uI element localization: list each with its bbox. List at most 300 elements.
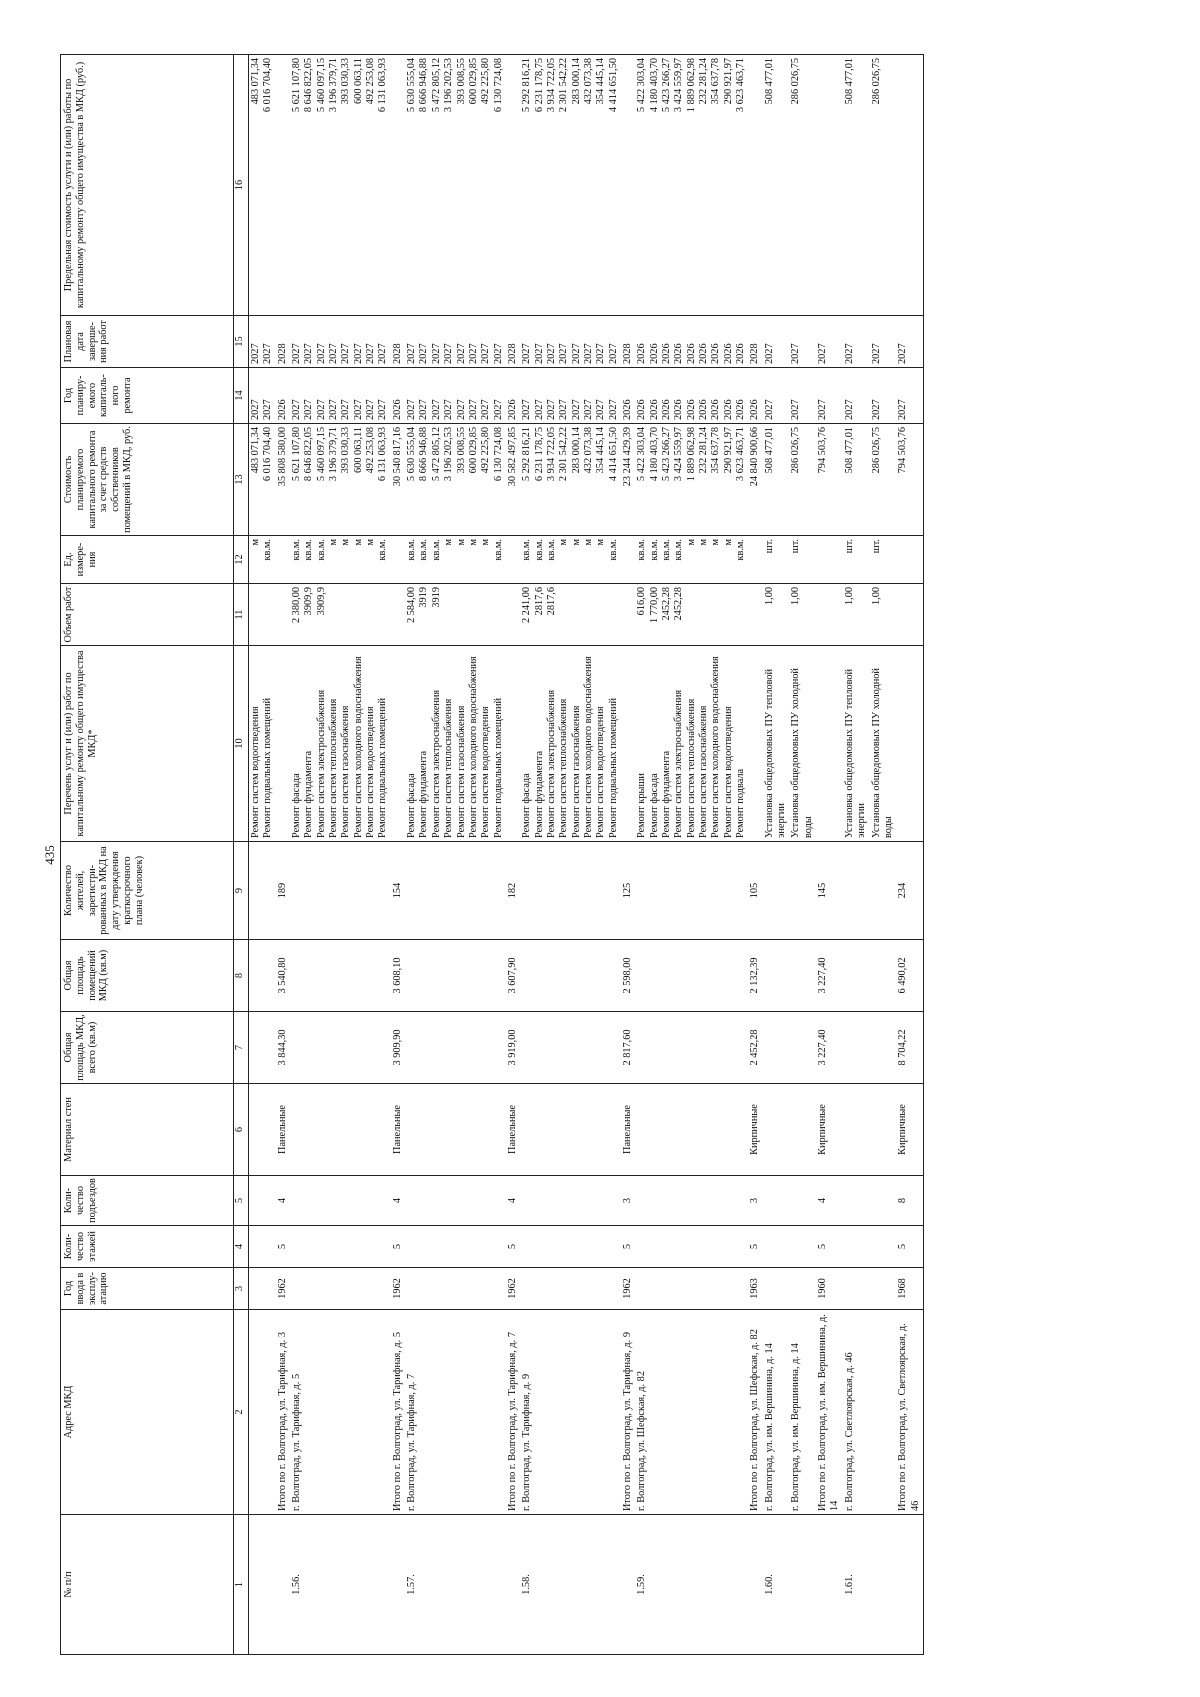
work-volume-cell bbox=[843, 584, 870, 646]
planned-date: 2028 bbox=[749, 343, 761, 364]
repair-year-cell bbox=[896, 368, 923, 424]
limit-cost-cell bbox=[816, 55, 843, 316]
address-cell: Итого по г. Волгоград, ул. Тарифная, д. 7 bbox=[506, 1310, 520, 1515]
repair-year: 2027 bbox=[558, 399, 570, 420]
work-volume bbox=[571, 587, 583, 642]
work-volume: 3919 bbox=[418, 587, 430, 608]
work-volume-cell bbox=[249, 584, 276, 646]
commission-year-cell: 1962 bbox=[276, 1268, 290, 1310]
limit-cost-cell bbox=[276, 55, 290, 316]
page-number: 435 bbox=[42, 845, 57, 865]
work-volume bbox=[817, 587, 829, 642]
work-volume: 1,00 bbox=[763, 587, 775, 606]
limit-cost: 2 301 542,22 bbox=[558, 58, 570, 113]
repair-cost: 508 477,01 bbox=[843, 427, 855, 474]
row-number-cell bbox=[391, 1515, 405, 1655]
repair-year-cell bbox=[870, 368, 897, 424]
unit-cell bbox=[276, 536, 290, 584]
planned-date: 2027 bbox=[291, 343, 303, 364]
repair-year-cell bbox=[276, 368, 290, 424]
limit-cost-cell bbox=[249, 55, 276, 316]
column-header: Объем работ bbox=[61, 584, 234, 646]
repair-year: 2027 bbox=[467, 399, 479, 420]
repair-cost: 35 808 580,00 bbox=[276, 427, 288, 487]
limit-cost-cell bbox=[290, 55, 391, 316]
planned-date: 2027 bbox=[455, 343, 467, 364]
unit bbox=[749, 539, 761, 580]
row-number-cell bbox=[870, 1515, 897, 1655]
work-volume-cell bbox=[520, 584, 621, 646]
repair-cost: 3 424 559,97 bbox=[673, 427, 685, 482]
planned-date: 2027 bbox=[492, 343, 504, 364]
planned-date: 2027 bbox=[406, 343, 418, 364]
repair-cost-cell bbox=[763, 424, 790, 536]
planned-date: 2026 bbox=[735, 343, 747, 364]
work-list: Ремонт систем водоотведения bbox=[595, 706, 607, 838]
unit: м bbox=[710, 539, 722, 546]
unit-cell bbox=[506, 536, 520, 584]
work-volume: 1 770,00 bbox=[648, 587, 660, 624]
floors-count-cell bbox=[405, 1226, 506, 1268]
work-volume: 2817,6 bbox=[545, 587, 557, 616]
repair-cost: 508 477,01 bbox=[763, 427, 775, 474]
unit: кв.м. bbox=[377, 539, 389, 561]
row-number-cell: 1.59. bbox=[635, 1515, 748, 1655]
column-number: 4 bbox=[234, 1226, 249, 1268]
repair-cost: 4 414 651,50 bbox=[607, 427, 619, 482]
unit: м bbox=[340, 539, 352, 546]
unit: кв.м. bbox=[418, 539, 430, 561]
column-header: № п/п bbox=[61, 1515, 234, 1655]
repair-cost: 24 840 900,66 bbox=[749, 427, 761, 487]
work-list: Ремонт систем теплоснабжения bbox=[558, 698, 570, 838]
work-volume: 3909,9 bbox=[303, 587, 315, 616]
repair-cost-cell bbox=[249, 424, 276, 536]
wall-material-cell bbox=[789, 1084, 816, 1176]
column-header: Количество жителей, зарегистри-рованных в МКД на дату утверждения краткосрочного плана (человек) bbox=[61, 842, 234, 940]
repair-year-cell bbox=[506, 368, 520, 424]
repair-year-cell bbox=[520, 368, 621, 424]
limit-cost: 6 130 724,08 bbox=[492, 58, 504, 113]
floors-count-cell: 5 bbox=[391, 1226, 405, 1268]
address-cell: г. Волгоград, ул. Тарифная, д. 9 bbox=[520, 1310, 621, 1515]
work-list-cell bbox=[405, 646, 506, 842]
unit: м bbox=[455, 539, 467, 546]
unit-cell bbox=[621, 536, 635, 584]
planned-date: 2027 bbox=[377, 343, 389, 364]
repair-cost: 6 231 178,75 bbox=[533, 427, 545, 482]
repair-cost: 3 196 379,71 bbox=[328, 427, 340, 482]
repair-year: 2027 bbox=[340, 399, 352, 420]
work-volume: 2 241,00 bbox=[521, 587, 533, 624]
planned-date-cell bbox=[816, 316, 843, 368]
limit-cost-cell bbox=[520, 55, 621, 316]
unit bbox=[622, 539, 634, 580]
unit: кв.м. bbox=[430, 539, 442, 561]
repair-year: 2027 bbox=[443, 399, 455, 420]
table-row bbox=[276, 55, 290, 1655]
premises-area-cell bbox=[520, 940, 621, 1012]
limit-cost: 600 029,85 bbox=[467, 58, 479, 105]
total-area-cell bbox=[290, 1012, 391, 1084]
table-row bbox=[763, 55, 790, 1655]
column-header: Перечень услуг и (или) работ по капитальному ремонту общего имущества МКД* bbox=[61, 646, 234, 842]
unit-cell bbox=[290, 536, 391, 584]
limit-cost: 5 422 303,04 bbox=[636, 58, 648, 113]
repair-cost: 290 921,97 bbox=[722, 427, 734, 474]
work-list: Ремонт фасада bbox=[648, 773, 660, 838]
repair-cost: 6 016 704,40 bbox=[262, 427, 274, 482]
repair-year: 2026 bbox=[710, 399, 722, 420]
work-list: Ремонт систем электроснабжения bbox=[430, 689, 442, 838]
repair-year-cell bbox=[816, 368, 843, 424]
limit-cost: 4 414 651,50 bbox=[607, 58, 619, 113]
planned-date: 2026 bbox=[673, 343, 685, 364]
repair-cost: 1 889 062,98 bbox=[685, 427, 697, 482]
limit-cost-cell bbox=[506, 55, 520, 316]
planned-date: 2026 bbox=[710, 343, 722, 364]
unit: м bbox=[443, 539, 455, 546]
premises-area-cell bbox=[789, 940, 816, 1012]
limit-cost: 5 472 805,12 bbox=[430, 58, 442, 113]
repair-year-cell bbox=[763, 368, 790, 424]
unit-cell bbox=[789, 536, 816, 584]
repair-cost: 3 196 202,53 bbox=[443, 427, 455, 482]
work-volume bbox=[262, 587, 274, 642]
planned-date: 2028 bbox=[506, 343, 518, 364]
address-cell: Итого по г. Волгоград, ул. Шефская, д. 82 bbox=[748, 1310, 762, 1515]
work-list: Ремонт систем теплоснабжения bbox=[443, 698, 455, 838]
planned-date: 2027 bbox=[352, 343, 364, 364]
repair-year: 2026 bbox=[661, 399, 672, 420]
repair-cost: 232 281,24 bbox=[698, 427, 710, 474]
work-list: Ремонт фундамента bbox=[303, 750, 315, 838]
limit-cost bbox=[277, 58, 289, 312]
planned-date: 2028 bbox=[391, 343, 403, 364]
planned-date: 2028 bbox=[276, 343, 288, 364]
work-list: Ремонт систем электроснабжения bbox=[315, 689, 327, 838]
commission-year-cell: 1962 bbox=[506, 1268, 520, 1310]
work-volume bbox=[328, 587, 340, 642]
unit: шт. bbox=[870, 539, 882, 554]
work-list: Ремонт систем теплоснабжения bbox=[685, 698, 697, 838]
repair-cost-cell bbox=[748, 424, 762, 536]
wall-material-cell: Панельные bbox=[506, 1084, 520, 1176]
residents-count-cell: 125 bbox=[621, 842, 635, 940]
entrances-count-cell: 4 bbox=[276, 1176, 290, 1226]
planned-date-cell bbox=[520, 316, 621, 368]
row-number-cell: 1.56. bbox=[290, 1515, 391, 1655]
table-row bbox=[789, 55, 816, 1655]
repair-cost-cell bbox=[276, 424, 290, 536]
limit-cost: 8 666 946,88 bbox=[418, 58, 430, 113]
unit: кв.м. bbox=[303, 539, 315, 561]
wall-material-cell: Панельные bbox=[276, 1084, 290, 1176]
repair-cost-cell bbox=[506, 424, 520, 536]
limit-cost: 286 026,75 bbox=[790, 58, 802, 105]
limit-cost bbox=[507, 58, 519, 312]
repair-cost-cell bbox=[896, 424, 923, 536]
limit-cost: 393 030,33 bbox=[340, 58, 352, 105]
work-volume bbox=[686, 587, 698, 642]
planned-date-cell bbox=[763, 316, 790, 368]
entrances-count-cell: 3 bbox=[621, 1176, 635, 1226]
unit-cell bbox=[870, 536, 897, 584]
row-number-cell: 1.61. bbox=[843, 1515, 870, 1655]
address-cell: Итого по г. Волгоград, ул. Тарифная, д. 9 bbox=[621, 1310, 635, 1515]
work-volume: 1,00 bbox=[870, 587, 882, 606]
planned-date: 2027 bbox=[582, 343, 594, 364]
limit-cost-cell bbox=[843, 55, 870, 316]
table-row bbox=[249, 55, 276, 1655]
table-row bbox=[506, 55, 520, 1655]
repair-year: 2026 bbox=[391, 399, 403, 420]
planned-date: 2027 bbox=[870, 343, 882, 364]
unit-cell bbox=[843, 536, 870, 584]
limit-cost: 5 630 555,04 bbox=[406, 58, 418, 113]
work-volume bbox=[468, 587, 480, 642]
repair-year: 2027 bbox=[570, 399, 582, 420]
limit-cost bbox=[622, 58, 634, 312]
repair-year: 2027 bbox=[843, 399, 855, 420]
repair-year-cell bbox=[621, 368, 635, 424]
work-volume bbox=[277, 587, 289, 642]
work-volume bbox=[749, 587, 761, 642]
work-list-cell bbox=[621, 646, 635, 842]
planned-date: 2026 bbox=[698, 343, 710, 364]
commission-year-cell: 1963 bbox=[748, 1268, 762, 1310]
unit: кв.м. bbox=[607, 539, 619, 561]
address-cell: г. Волгоград, ул. им. Вершинина, д. 14 bbox=[789, 1310, 816, 1515]
column-number-row bbox=[234, 55, 249, 1655]
work-list: Ремонт систем холодного водоснабжения bbox=[582, 656, 594, 838]
work-volume bbox=[250, 587, 262, 642]
repair-year: 2027 bbox=[897, 399, 909, 420]
table-row bbox=[290, 55, 391, 1655]
column-number: 3 bbox=[234, 1268, 249, 1310]
entrances-count-cell bbox=[870, 1176, 897, 1226]
repair-cost: 432 073,38 bbox=[582, 427, 594, 474]
planned-date: 2027 bbox=[595, 343, 607, 364]
planned-date-cell bbox=[896, 316, 923, 368]
work-volume bbox=[507, 587, 519, 642]
work-list: Ремонт систем газоснабжения bbox=[455, 705, 467, 838]
limit-cost-cell bbox=[763, 55, 790, 316]
work-list: Ремонт крыши bbox=[636, 773, 648, 838]
work-volume-cell bbox=[896, 584, 923, 646]
limit-cost: 6 016 704,40 bbox=[262, 58, 274, 113]
repair-cost: 2 301 542,22 bbox=[558, 427, 570, 482]
table-row bbox=[843, 55, 870, 1655]
repair-cost: 5 472 805,12 bbox=[430, 427, 442, 482]
work-list: Установка общедомовых ПУ холодной воды bbox=[870, 668, 894, 838]
repair-year: 2027 bbox=[595, 399, 607, 420]
work-volume-cell bbox=[870, 584, 897, 646]
limit-cost: 5 460 097,15 bbox=[315, 58, 327, 113]
limit-cost: 508 477,01 bbox=[843, 58, 855, 105]
limit-cost: 483 071,34 bbox=[250, 58, 261, 105]
repair-cost: 492 225,80 bbox=[480, 427, 492, 474]
work-list: Ремонт фундамента bbox=[418, 750, 430, 838]
limit-cost bbox=[749, 58, 761, 312]
limit-cost: 6 231 178,75 bbox=[533, 58, 545, 113]
table-row bbox=[870, 55, 897, 1655]
repair-cost: 5 423 266,27 bbox=[661, 427, 672, 482]
unit: м bbox=[352, 539, 364, 546]
work-volume bbox=[340, 587, 352, 642]
commission-year-cell bbox=[843, 1268, 870, 1310]
planned-date: 2027 bbox=[558, 343, 570, 364]
repair-cost-cell bbox=[789, 424, 816, 536]
address-cell bbox=[870, 1310, 897, 1515]
repair-cost: 354 445,14 bbox=[595, 427, 607, 474]
unit: кв.м. bbox=[661, 539, 672, 561]
residents-count-cell bbox=[520, 842, 621, 940]
repair-cost: 30 540 817,16 bbox=[391, 427, 403, 487]
row-number-cell bbox=[276, 1515, 290, 1655]
address-cell: г. Волгоград, ул. Тарифная, д. 7 bbox=[405, 1310, 506, 1515]
repair-year: 2026 bbox=[276, 399, 288, 420]
limit-cost: 5 621 107,80 bbox=[291, 58, 303, 113]
wall-material-cell: Панельные bbox=[621, 1084, 635, 1176]
column-number: 2 bbox=[234, 1310, 249, 1515]
premises-area-cell bbox=[635, 940, 748, 1012]
entrances-count-cell bbox=[789, 1176, 816, 1226]
unit bbox=[817, 539, 829, 580]
work-list: Ремонт систем теплоснабжения bbox=[328, 698, 340, 838]
total-area-cell bbox=[520, 1012, 621, 1084]
repair-cost-cell bbox=[870, 424, 897, 536]
planned-date-cell bbox=[290, 316, 391, 368]
repair-year: 2027 bbox=[582, 399, 594, 420]
work-volume bbox=[392, 587, 404, 642]
entrances-count-cell: 4 bbox=[816, 1176, 843, 1226]
entrances-count-cell: 4 bbox=[506, 1176, 520, 1226]
wall-material-cell bbox=[290, 1084, 391, 1176]
work-list: Ремонт систем холодного водоснабжения bbox=[710, 656, 722, 838]
repair-plan-table bbox=[60, 54, 924, 1655]
floors-count-cell: 5 bbox=[816, 1226, 843, 1268]
repair-cost: 3 934 722,05 bbox=[545, 427, 557, 482]
limit-cost: 1 889 062,98 bbox=[685, 58, 697, 113]
column-header: Материал стен bbox=[61, 1084, 234, 1176]
repair-year-cell bbox=[748, 368, 762, 424]
work-list-cell bbox=[249, 646, 276, 842]
table-row bbox=[896, 55, 923, 1655]
row-number-cell: 1.60. bbox=[763, 1515, 790, 1655]
repair-year: 2027 bbox=[455, 399, 467, 420]
planned-date-cell bbox=[748, 316, 762, 368]
planned-date: 2027 bbox=[843, 343, 855, 364]
residents-count-cell: 189 bbox=[276, 842, 290, 940]
planned-date-cell bbox=[621, 316, 635, 368]
repair-year: 2027 bbox=[262, 399, 274, 420]
repair-cost: 5 422 303,04 bbox=[636, 427, 648, 482]
work-volume bbox=[735, 587, 747, 642]
planned-date: 2027 bbox=[521, 343, 533, 364]
floors-count-cell: 5 bbox=[896, 1226, 923, 1268]
commission-year-cell: 1962 bbox=[391, 1268, 405, 1310]
limit-cost: 508 477,01 bbox=[763, 58, 775, 105]
unit bbox=[392, 539, 404, 580]
repair-cost: 483 071,34 bbox=[250, 427, 261, 474]
work-list: Ремонт подвальных помещений bbox=[377, 698, 389, 838]
repair-year: 2027 bbox=[430, 399, 442, 420]
unit: м bbox=[685, 539, 697, 546]
unit: м bbox=[582, 539, 594, 546]
total-area-cell bbox=[763, 1012, 790, 1084]
work-volume bbox=[723, 587, 735, 642]
unit-cell bbox=[405, 536, 506, 584]
work-volume bbox=[710, 587, 722, 642]
commission-year-cell bbox=[520, 1268, 621, 1310]
work-volume: 1,00 bbox=[790, 587, 802, 606]
work-list: Ремонт фасада bbox=[406, 773, 418, 838]
planned-date: 2027 bbox=[763, 343, 775, 364]
commission-year-cell bbox=[870, 1268, 897, 1310]
unit bbox=[507, 539, 519, 580]
unit: м bbox=[722, 539, 734, 546]
repair-cost: 5 621 107,80 bbox=[291, 427, 303, 482]
work-list: Ремонт подвала bbox=[735, 768, 747, 838]
limit-cost: 3 424 559,97 bbox=[673, 58, 685, 113]
unit: кв.м. bbox=[673, 539, 685, 561]
work-volume bbox=[595, 587, 607, 642]
wall-material-cell bbox=[520, 1084, 621, 1176]
repair-year: 2026 bbox=[506, 399, 518, 420]
floors-count-cell bbox=[520, 1226, 621, 1268]
planned-date: 2027 bbox=[790, 343, 802, 364]
repair-year-cell bbox=[249, 368, 276, 424]
planned-date: 2026 bbox=[722, 343, 734, 364]
repair-cost-cell bbox=[391, 424, 405, 536]
column-header: Общая площадь помещений МКД (кв.м) bbox=[61, 940, 234, 1012]
repair-cost-cell bbox=[635, 424, 748, 536]
unit: кв.м. bbox=[291, 539, 303, 561]
work-volume: 2 584,00 bbox=[406, 587, 418, 624]
unit: м bbox=[480, 539, 492, 546]
column-header: Ед. измере-ния bbox=[61, 536, 234, 584]
limit-cost: 6 131 063,93 bbox=[377, 58, 389, 113]
work-list-cell bbox=[276, 646, 290, 842]
commission-year-cell bbox=[405, 1268, 506, 1310]
work-volume: 2817,6 bbox=[533, 587, 545, 616]
limit-cost-cell bbox=[896, 55, 923, 316]
column-number: 6 bbox=[234, 1084, 249, 1176]
repair-year-cell bbox=[405, 368, 506, 424]
work-volume-cell bbox=[405, 584, 506, 646]
repair-year: 2027 bbox=[406, 399, 418, 420]
work-volume bbox=[480, 587, 492, 642]
entrances-count-cell: 3 bbox=[748, 1176, 762, 1226]
premises-area-cell: 3 608,10 bbox=[391, 940, 405, 1012]
total-area-cell bbox=[635, 1012, 748, 1084]
total-area-cell bbox=[870, 1012, 897, 1084]
residents-count-cell: 145 bbox=[816, 842, 843, 940]
residents-count-cell bbox=[843, 842, 870, 940]
planned-date: 2027 bbox=[430, 343, 442, 364]
table-row bbox=[635, 55, 748, 1655]
planned-date: 2027 bbox=[315, 343, 327, 364]
repair-cost: 393 008,55 bbox=[455, 427, 467, 474]
wall-material-cell: Кирпичные bbox=[748, 1084, 762, 1176]
work-volume bbox=[493, 587, 505, 642]
repair-cost: 286 026,75 bbox=[870, 427, 882, 474]
address-cell: Итого по г. Волгоград, ул. Светлоярская, д. 46 bbox=[896, 1310, 923, 1515]
row-number-cell: 1.58. bbox=[520, 1515, 621, 1655]
planned-date: 2026 bbox=[648, 343, 660, 364]
premises-area-cell bbox=[763, 940, 790, 1012]
